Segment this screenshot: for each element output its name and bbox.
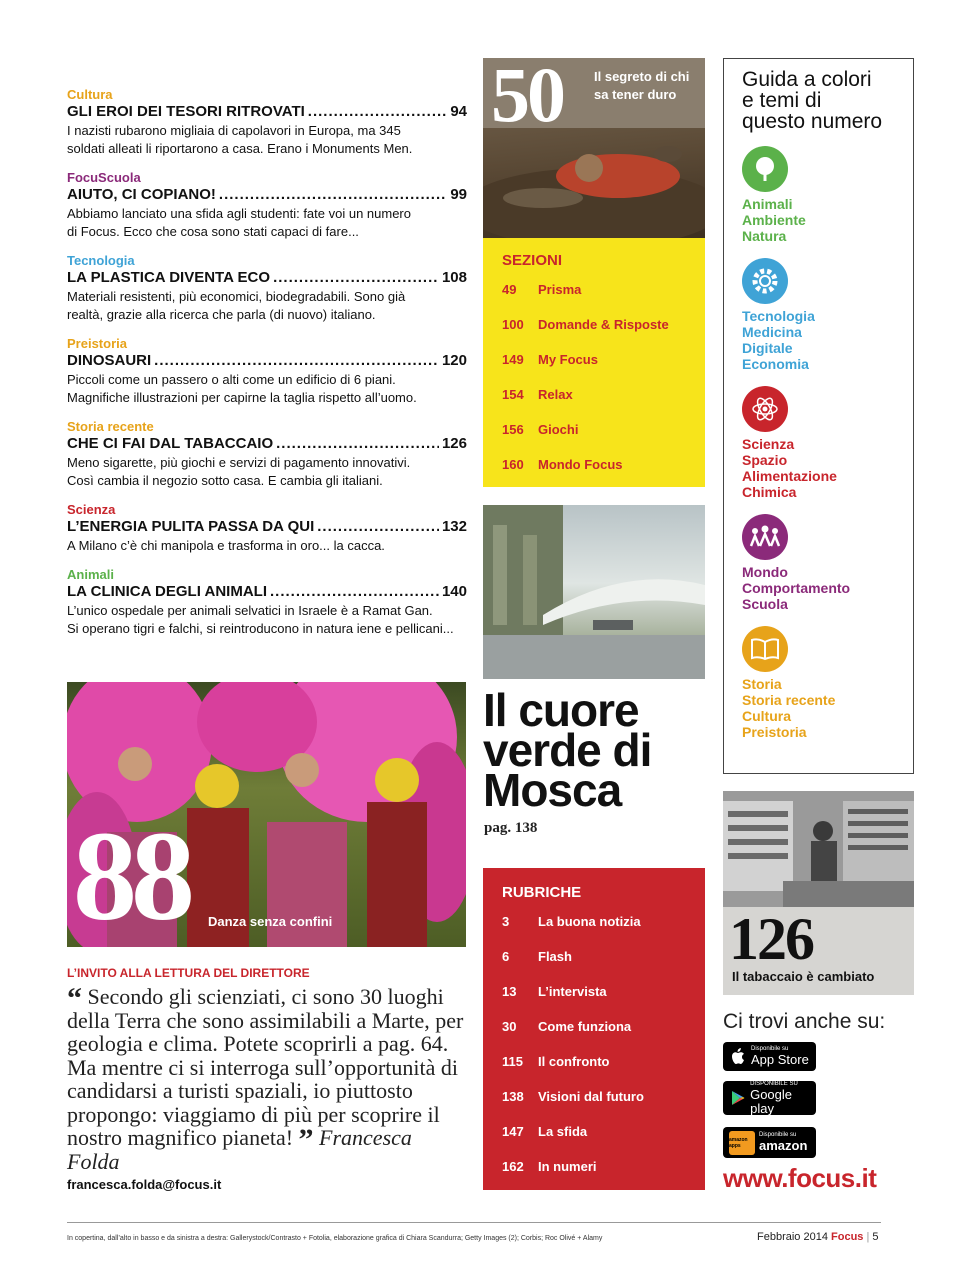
brand-name: Focus <box>831 1231 864 1243</box>
rubriche-item[interactable]: 162 In numeri <box>502 1159 597 1174</box>
page-number: 5 <box>872 1231 879 1243</box>
article-page: 99 <box>450 186 467 203</box>
shop-photo <box>723 791 914 907</box>
article-entry[interactable] <box>67 170 467 241</box>
shop-panel <box>723 907 914 995</box>
article-entry[interactable] <box>67 253 467 324</box>
article-page: 140 <box>441 583 467 600</box>
rubriche-item[interactable]: 3 La buona notizia <box>502 914 641 929</box>
moscow-page: pag. 138 <box>484 820 538 836</box>
issue-date: Febbraio 2014 <box>757 1231 828 1243</box>
rubriche-item[interactable]: 138 Visioni dal futuro <box>502 1089 644 1104</box>
sezioni-item[interactable]: 156 Giochi <box>502 422 579 437</box>
article-entry[interactable] <box>67 502 467 555</box>
tree-icon <box>742 146 788 192</box>
sezioni-item[interactable]: 154 Relax <box>502 387 573 402</box>
mud-feature-photo[interactable] <box>483 58 705 238</box>
article-title: DINOSAURI <box>67 352 152 369</box>
gear-icon <box>742 258 788 304</box>
shop-feature-photo[interactable] <box>723 791 914 995</box>
dance-page-number: 88 <box>73 805 189 947</box>
dance-feature-photo[interactable] <box>67 682 466 947</box>
article-page: 120 <box>441 352 467 369</box>
article-list <box>67 87 467 650</box>
article-category: Cultura <box>67 87 113 102</box>
article-title: CHE CI FAI DAL TABACCAIO <box>67 435 274 452</box>
google-play-small: DISPONIBILE SU <box>750 1080 798 1087</box>
moscow-feature-photo[interactable] <box>483 505 705 679</box>
issue-info: Febbraio 2014 Focus | 5 <box>757 1231 879 1243</box>
sezioni-item[interactable]: 49 Prisma <box>502 282 582 297</box>
sezioni-title: SEZIONI <box>502 252 563 269</box>
rubriche-item[interactable]: 115 Il confronto <box>502 1054 610 1069</box>
guide-item-world: Mondo Comportamento Scuola <box>742 514 913 612</box>
article-page: 108 <box>441 269 467 286</box>
article-entry[interactable] <box>67 419 467 490</box>
website-link[interactable]: www.focus.it <box>723 1163 877 1193</box>
amazon-badge[interactable] <box>723 1127 816 1158</box>
guide-title: Guida a colori e temi di questo numero <box>742 68 883 133</box>
people-icon <box>742 514 788 560</box>
article-category: Animali <box>67 567 114 582</box>
guide-item-technology: Tecnologia Medicina Digitale Economia <box>742 258 913 372</box>
moscow-title: Il cuore verde di Mosca <box>483 684 652 816</box>
apps-title: Ci trovi anche su: <box>723 1010 886 1033</box>
article-category: Preistoria <box>67 336 127 351</box>
open-quote-icon: “ <box>67 982 82 1015</box>
shop-photo-illustration <box>723 791 914 907</box>
article-description: Meno sigarette, più giochi e servizi di pagamento innovativi. Così cambia il negozio sotto casa. E cambia gli italiani. <box>67 455 411 488</box>
article-entry[interactable] <box>67 336 467 407</box>
google-play-label: Google play <box>750 1086 793 1116</box>
mud-page-number: 50 <box>491 58 563 138</box>
google-play-icon <box>729 1090 746 1106</box>
rubriche-item[interactable]: 147 La sfida <box>502 1124 588 1139</box>
cover-credits: In copertina, dall’alto in basso e da sinistra a destra: Gallerystock/Contrasto + Fotolia, elaborazione grafica di Chiara Scandurra; Getty Images (2); Corbis; Roc Olivé + Alamy <box>67 1235 603 1242</box>
sezioni-item[interactable]: 149 My Focus <box>502 352 598 367</box>
article-description: A Milano c’è chi manipola e trasforma in oro... la cacca. <box>67 538 385 553</box>
color-guide <box>723 58 914 774</box>
article-page: 94 <box>450 103 467 120</box>
apple-icon <box>729 1048 747 1065</box>
article-title: AIUTO, CI COPIANO! <box>67 186 216 203</box>
rubriche-item[interactable]: 6 Flash <box>502 949 572 964</box>
article-category: Storia recente <box>67 419 154 434</box>
article-entry[interactable] <box>67 87 467 158</box>
rubriche-box <box>483 868 705 1190</box>
guide-item-nature: Animali Ambiente Natura <box>742 146 913 244</box>
article-title: LA CLINICA DEGLI ANIMALI <box>67 583 267 600</box>
sezioni-item[interactable]: 160 Mondo Focus <box>502 457 623 472</box>
editor-email[interactable]: francesca.folda@focus.it <box>67 1177 222 1192</box>
article-entry[interactable] <box>67 567 467 638</box>
guide-item-history: Storia Storia recente Cultura Preistoria <box>742 626 913 740</box>
shop-page-number: 126 <box>729 906 813 972</box>
article-title: L’ENERGIA PULITA PASSA DA QUI <box>67 518 315 535</box>
guide-item-science: Scienza Spazio Alimentazione Chimica <box>742 386 913 500</box>
sezioni-item[interactable]: 100 Domande & Risposte <box>502 317 669 332</box>
editor-quote <box>67 982 467 1174</box>
dance-caption: Danza senza confini <box>208 914 333 929</box>
rubriche-title: RUBRICHE <box>502 884 582 901</box>
article-description: I nazisti rubarono migliaia di capolavori in Europa, ma 345 soldati alleati li riportarono a casa. Erano i Monuments Men. <box>67 123 413 156</box>
google-play-badge[interactable] <box>723 1081 816 1115</box>
amazon-apps-icon: amazon apps <box>729 1131 755 1155</box>
article-description: L’unico ospedale per animali selvatici in Israele è a Ramat Gan. Si operano tigri e falchi, si reintroducono in natura iene e pellicani... <box>67 603 454 636</box>
close-quote-icon: ” <box>298 1123 314 1156</box>
amazon-small: Disponibile su <box>759 1132 797 1138</box>
article-category: Tecnologia <box>67 253 135 268</box>
article-page: 126 <box>441 435 467 452</box>
footer-divider <box>67 1222 881 1223</box>
moscow-photo-illustration <box>483 505 705 679</box>
app-store-label: App Store <box>751 1052 809 1067</box>
editor-text: Secondo gli scienziati, ci sono 30 luoghi della Terra che sono assimilabili a Marte, per geologia e clima. Potete scoprirli a pag. 64. Ma mentre ci si interroga sull’opportunità di candidarsi a turisti spaziali, io piuttosto propongo: viaggiamo di più per scoprire il nostro magnifico pianeta! <box>67 984 464 1150</box>
app-store-small: Disponibile su <box>751 1046 789 1052</box>
article-title: LA PLASTICA DIVENTA ECO <box>67 269 271 286</box>
article-description: Materiali resistenti, più economici, biodegradabili. Sono già realtà, grazie alla ricerca che parla (di nuovo) italiano. <box>67 289 406 322</box>
book-icon <box>742 626 788 672</box>
article-page: 132 <box>441 518 467 535</box>
shop-caption: Il tabaccaio è cambiato <box>732 969 875 984</box>
sezioni-box <box>483 238 705 487</box>
rubriche-item[interactable]: 13 L’intervista <box>502 984 607 999</box>
article-description: Piccoli come un passero o alti come un edificio di 6 piani. Magnifiche illustrazioni per capirne la taglia rispetto all’uomo. <box>67 372 417 405</box>
atom-icon <box>742 386 788 432</box>
editor-signature: Francesca Folda <box>67 1125 412 1174</box>
editor-label: L’INVITO ALLA LETTURA DEL DIRETTORE <box>67 966 310 980</box>
rubriche-item[interactable]: 30 Come funziona <box>502 1019 632 1034</box>
article-category: FocuScuola <box>67 170 141 185</box>
article-category: Scienza <box>67 502 116 517</box>
app-store-badge[interactable] <box>723 1042 816 1071</box>
mud-caption: Il segreto di chi sa tener duro <box>594 69 690 102</box>
amazon-label: amazon <box>759 1138 808 1153</box>
article-title: GLI EROI DEI TESORI RITROVATI <box>67 103 305 120</box>
article-description: Abbiamo lanciato una sfida agli studenti: fate voi un numero di Focus. Ecco che cosa sono stati capaci di fare... <box>67 206 411 239</box>
